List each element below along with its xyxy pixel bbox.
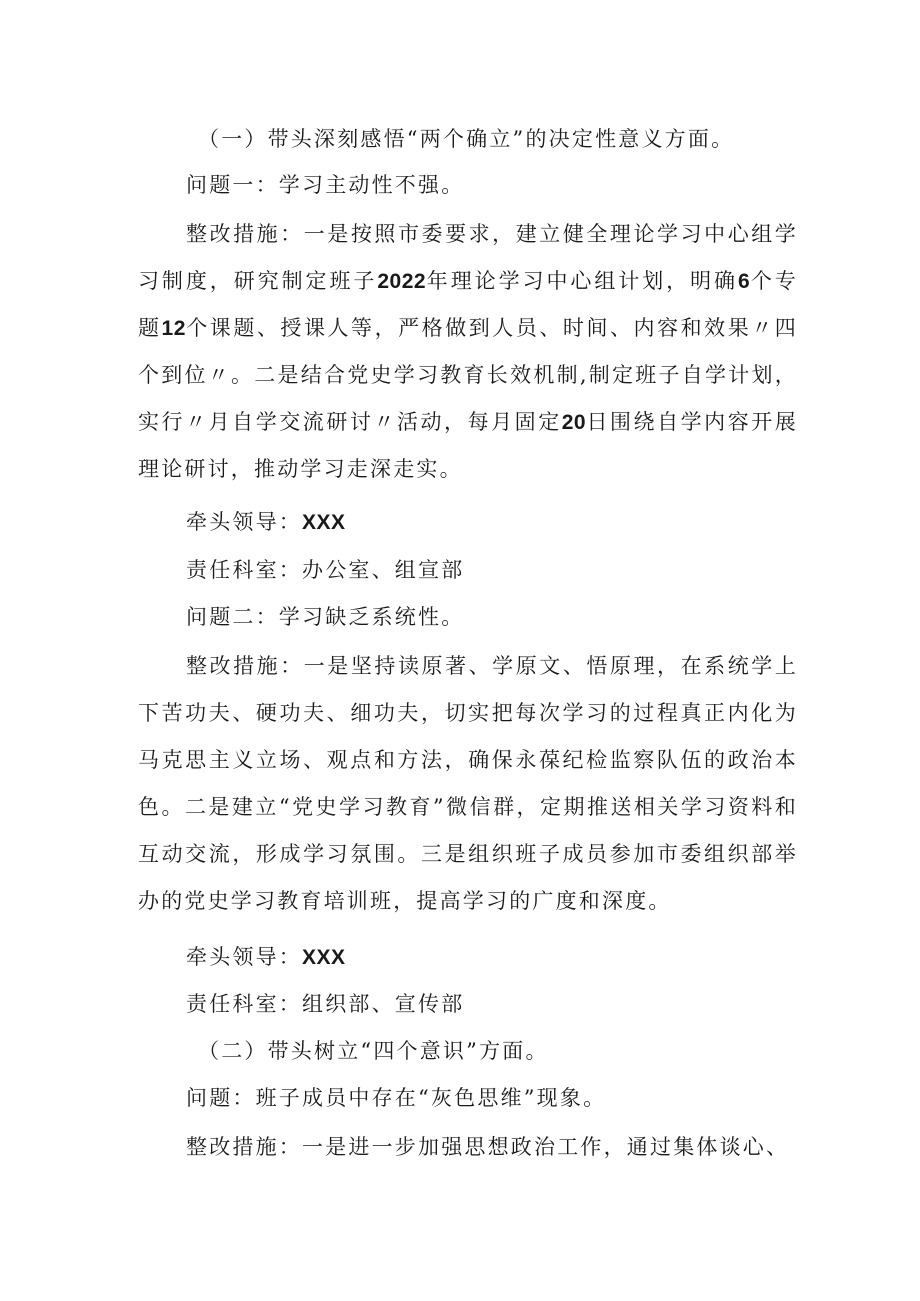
section-heading-1: （一）带头深刻感悟“两个确立”的决定性意义方面。 [198, 127, 735, 151]
section-heading-2: （二）带头树立“四个意识”方面。 [198, 1039, 549, 1063]
leader-value: XXX [302, 946, 346, 969]
measures-text: 个课题、授课人等，严格做到人员、时间、内容和效果〃四个到位〃。二是结合党史学习教育长效机制,制定班子自学计划，实行〃月自学交流研讨〃活动，每月固定 [138, 316, 798, 434]
lead-leader-1 [138, 499, 798, 546]
problem-2-title: 问题二：学习缺乏系统性。 [186, 605, 465, 629]
problem-3-title: 问题：班子成员中存在“灰色思维”现象。 [186, 1086, 607, 1110]
lead-leader-2 [138, 934, 798, 981]
measures-text: 个专题 [138, 269, 798, 340]
problem-3-measures: 整改措施：一是进一步加强思想政治工作，通过集体谈心、 [186, 1135, 790, 1159]
problem-1-title: 问题一：学习主动性不强。 [186, 173, 465, 197]
measures-text: 日围绕自学内容开展理论研讨，推动学习走深走实。 [138, 410, 798, 481]
measures-text: 年理论学习中心组计划，明确 [426, 269, 738, 293]
measures-text: 整改措施：一是按照市委要求，建立健全理论学习中心组学习制度，研究制定班子 [138, 222, 798, 293]
responsible-dept-1: 责任科室：办公室、组宣部 [186, 558, 465, 582]
year-number: 2022 [377, 270, 427, 293]
leader-value: XXX [302, 511, 346, 534]
topic-count: 6 [737, 270, 751, 293]
responsible-dept-2: 责任科室：组织部、宣传部 [186, 992, 465, 1016]
lesson-count: 12 [161, 317, 186, 340]
day-number: 20 [561, 411, 587, 434]
problem-1-measures [138, 211, 798, 493]
leader-label: 牵头领导： [186, 945, 302, 969]
problem-2-measures: 整改措施：一是坚持读原著、学原文、悟原理，在系统学上下苦功夫、硬功夫、细功夫，切实把每次学习的过程真正内化为马克思主义立场、观点和方法，确保永葆纪检监察队伍的政治本色。二是建立“党史学习教育”微信群，定期推送相关学习资料和互动交流，形成学习氛围。三是组织班子成员参加市委组织部举办的党史学习教育培训班，提高学习的广度和深度。 [138, 654, 798, 913]
leader-label: 牵头领导： [186, 510, 302, 534]
